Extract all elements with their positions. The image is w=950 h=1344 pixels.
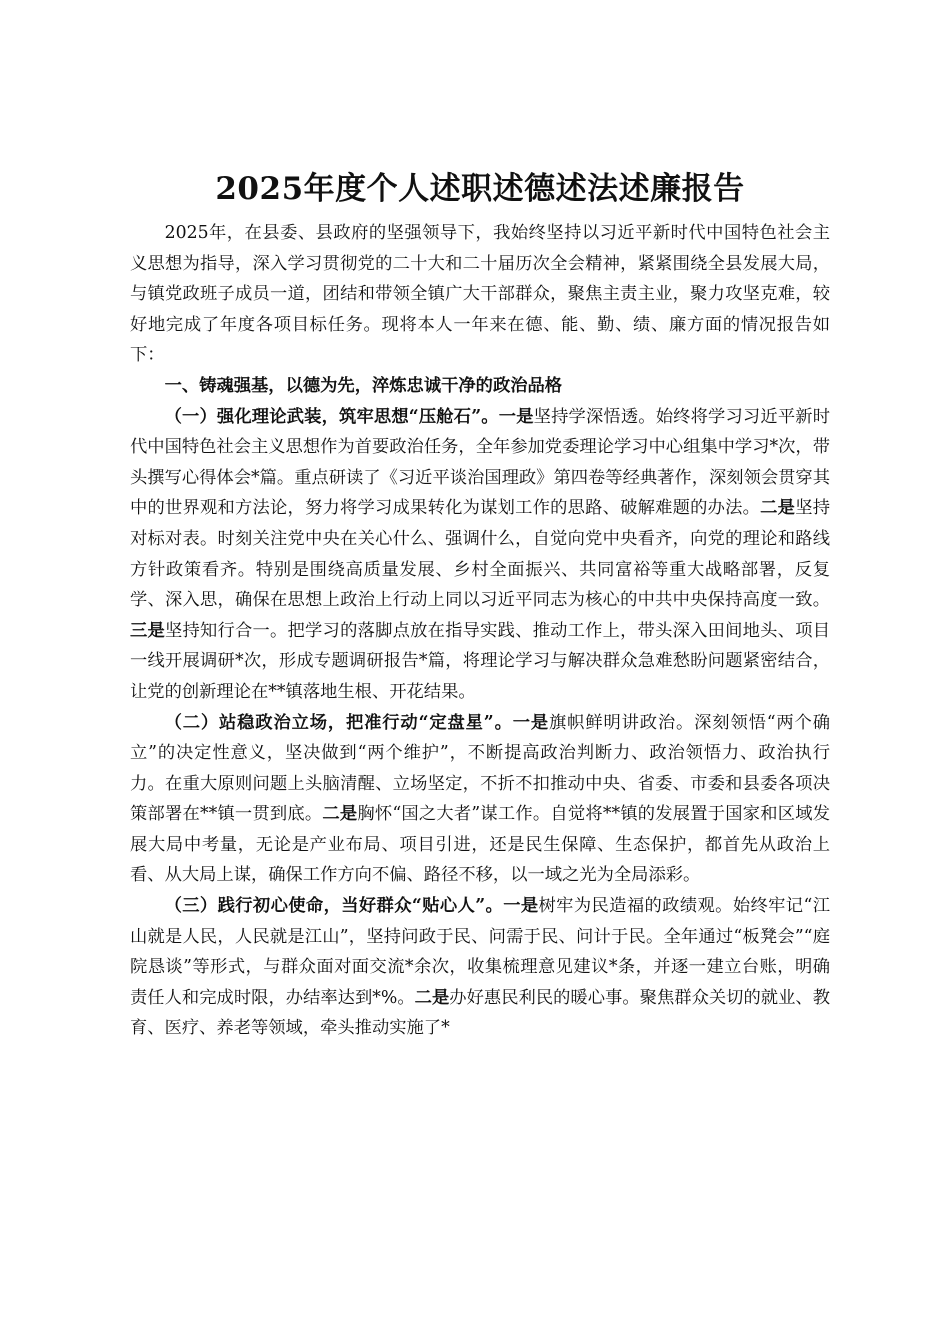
document-title: 2025年度个人述职述德述法述廉报告 bbox=[215, 171, 745, 207]
point-text: 树牢为民造福的政绩观。始终牢记“江山就是人民，人民就是江山”，坚持问政于民、问需于民、问计于民。全年通过“板凳会”“庭院恳谈”等形式，与群众面对面交流*余次，收集梳理意见建议*条，并逐一建立台账，明确责任人和完成时限，办结率达到*%。 bbox=[130, 896, 830, 1008]
point-text: 旗帜鲜明讲政治。深刻领悟“两个确立”的决定性意义，坚决做到“两个维护”，不断提高政治判断力、政治领悟力、政治执行力。在重大原则问题上头脑清醒、立场坚定，不折不扣推动中央、省委、市委和县委各项决策部署在**镇一贯到底。 bbox=[130, 712, 830, 825]
document-page bbox=[130, 166, 830, 1044]
intro-paragraph: 2025年，在县委、县政府的坚强领导下，我始终坚持以习近平新时代中国特色社会主义思想为指导，深入学习贯彻党的二十大和二十届历次全会精神，紧紧围绕全县发展大局，与镇党政班子成员一道，团结和带领全镇广大干部群众，聚焦主责主业，聚力攻坚克难，较好地完成了年度各项目标任务。现将本人一年来在德、能、勤、绩、廉方面的情况报告如下： bbox=[130, 223, 830, 366]
subsection-paragraph-2 bbox=[130, 708, 830, 892]
keyword-second: 二是 bbox=[414, 987, 450, 1008]
subsection-heading-3: （三）践行初心使命，当好群众“贴心人”。 bbox=[164, 896, 504, 917]
keyword-second: 二是 bbox=[760, 498, 796, 519]
keyword-third: 三是 bbox=[130, 620, 166, 641]
keyword-first: 一是 bbox=[512, 712, 550, 733]
keyword-first: 一是 bbox=[498, 406, 534, 427]
subsection-paragraph-1 bbox=[130, 402, 830, 708]
subsection-heading-2: （二）站稳政治立场，把准行动“定盘星”。 bbox=[164, 712, 513, 733]
point-text: 坚持对标对表。时刻关注党中央在关心什么、强调什么，自觉向党中央看齐，向党的理论和路线方针政策看齐。特别是围绕高质量发展、乡村全面振兴、共同富裕等重大战略部署，反复学、深入思，确保在思想上政治上行动上同以习近平同志为核心的中共中央保持高度一致。 bbox=[130, 498, 830, 611]
subsection-heading-1: （一）强化理论武装，筑牢思想“压舱石”。 bbox=[164, 406, 499, 427]
keyword-first: 一是 bbox=[503, 896, 539, 917]
point-text: 办好惠民利民的暖心事。聚焦群众关切的就业、教育、医疗、养老等领域，牵头推动实施了* bbox=[130, 987, 830, 1039]
point-text: 坚持学深悟透。始终将学习习近平新时代中国特色社会主义思想作为首要政治任务，全年参加党委理论学习中心组集中学习*次，带头撰写心得体会*篇。重点研读了《习近平谈治国理政》第四卷等经典著作，深刻领会贯穿其中的世界观和方法论，努力将学习成果转化为谋划工作的思路、破解难题的办法。 bbox=[130, 406, 830, 519]
keyword-second: 二是 bbox=[322, 804, 358, 825]
point-text: 胸怀“国之大者”谋工作。自觉将**镇的发展置于国家和区域发展大局中考量，无论是产业布局、项目引进，还是民生保障、生态保护，都首先从政治上看、从大局上谋，确保工作方向不偏、路径不移，以一域之光为全局添彩。 bbox=[130, 804, 830, 886]
subsection-paragraph-3 bbox=[130, 891, 830, 1044]
section-heading-1: 一、铸魂强基，以德为先，淬炼忠诚干净的政治品格 bbox=[164, 375, 563, 396]
point-text: 坚持知行合一。把学习的落脚点放在指导实践、推动工作上，带头深入田间地头、项目一线开展调研*次，形成专题调研报告*篇，将理论学习与解决群众急难愁盼问题紧密结合，让党的创新理论在**镇落地生根、开花结果。 bbox=[130, 620, 830, 702]
